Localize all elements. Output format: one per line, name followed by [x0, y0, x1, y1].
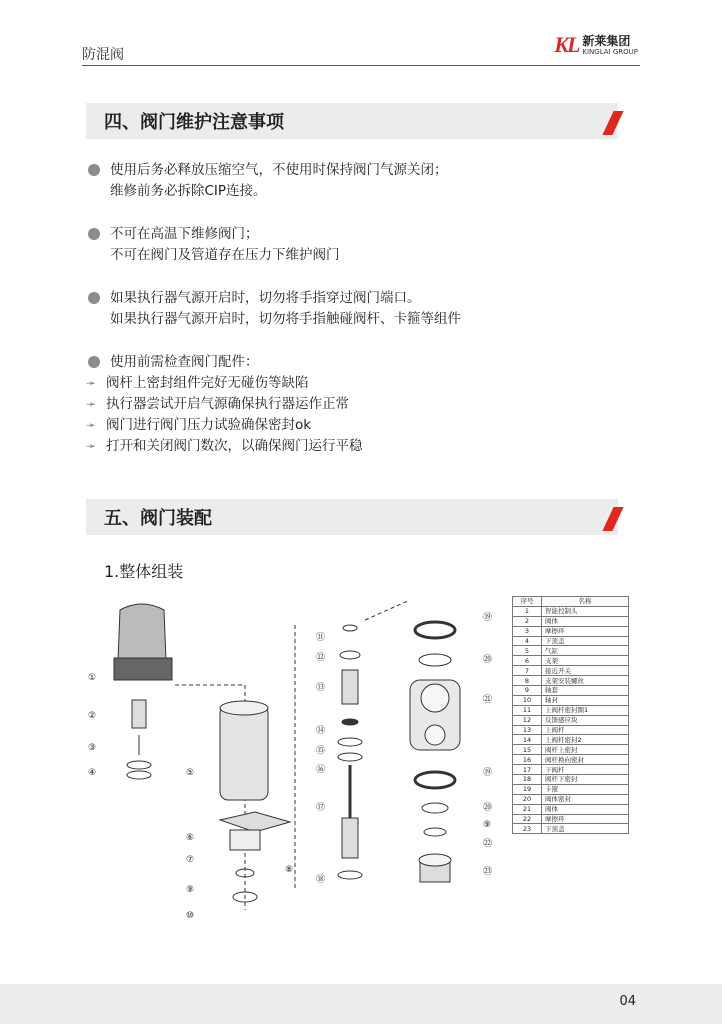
- part-name: 上阀杆密封圈1: [542, 705, 629, 715]
- check-item: [86, 415, 646, 436]
- note-line: 使用后务必释放压缩空气，不使用时保持阀门气源关闭；: [110, 162, 448, 178]
- table-row: [513, 775, 629, 785]
- part-name: 上阀杆: [542, 725, 629, 735]
- arrow-icon: ➛: [86, 418, 97, 432]
- part-number: 8: [513, 676, 542, 686]
- part-name: 阀杆下密封: [542, 775, 629, 785]
- note-line: 如果执行器气源开启时，切勿将手指触碰阀杆、卡箍等组件: [110, 311, 461, 327]
- table-row: [513, 646, 629, 656]
- table-row: [513, 676, 629, 686]
- table-row: [513, 755, 629, 765]
- table-row: [513, 616, 629, 626]
- callout-label: ㉓: [483, 867, 493, 877]
- part-name: 下顶盖: [542, 636, 629, 646]
- part-name: 轴套: [542, 686, 629, 696]
- table-row: [513, 666, 629, 676]
- part-number: 20: [513, 794, 542, 804]
- company-logo: [554, 32, 638, 58]
- parts-table: [512, 596, 629, 834]
- check-item: [86, 394, 646, 415]
- arrow-icon: ➛: [86, 439, 97, 453]
- callout-label: ⑭: [316, 726, 326, 736]
- exploded-assembly-diagram: [80, 590, 510, 935]
- part-name: 摩擦环: [542, 814, 629, 824]
- part-number: 15: [513, 745, 542, 755]
- part-number: 12: [513, 715, 542, 725]
- table-row: [513, 715, 629, 725]
- part-name: 气缸: [542, 646, 629, 656]
- part-number: 6: [513, 656, 542, 666]
- table-row: [513, 814, 629, 824]
- table-row: [513, 656, 629, 666]
- control-head-base-drawing: [114, 658, 172, 680]
- part-name: 阀体: [542, 804, 629, 814]
- note-item: [86, 288, 646, 330]
- part-name: 下顶盖: [542, 824, 629, 834]
- callout-label: ③: [88, 743, 97, 753]
- callout-label: ⑲: [483, 613, 493, 623]
- bracket-drawing: [220, 812, 290, 832]
- table-header-row: [513, 597, 629, 607]
- logo-mark: KL: [554, 32, 579, 57]
- table-row: [513, 725, 629, 735]
- part-number: 13: [513, 725, 542, 735]
- part-name: 反馈感应块: [542, 715, 629, 725]
- coupling-drawing: [132, 700, 146, 728]
- part-number: 18: [513, 775, 542, 785]
- check-item-text: 阀杆上密封组件完好无碰伤等缺陷: [106, 375, 309, 391]
- note-line: 不可在高温下维修阀门；: [110, 226, 259, 242]
- table-row: [513, 686, 629, 696]
- part-number: 11: [513, 705, 542, 715]
- part-name: 接近开关: [542, 666, 629, 676]
- part-number: 4: [513, 636, 542, 646]
- callout-label: ②: [88, 711, 97, 721]
- part-name: 上阀杆密封2: [542, 735, 629, 745]
- part-name: 智能控制头: [542, 606, 629, 616]
- callout-label: ㉑: [483, 695, 493, 705]
- callout-label: ⑨: [483, 820, 492, 830]
- page-number: 04: [619, 994, 636, 1009]
- callout-label: ⑨: [186, 885, 195, 895]
- callout-label: ⑪: [316, 633, 326, 643]
- part-number: 5: [513, 646, 542, 656]
- note-item: [86, 352, 646, 373]
- callout-label: ⑧: [285, 865, 294, 875]
- maintenance-notes: [86, 160, 646, 457]
- note-item: [86, 160, 646, 202]
- callout-label: ⑱: [316, 875, 326, 885]
- note-line: 维修前务必拆除CIP连接。: [110, 183, 267, 199]
- callout-label: ④: [88, 768, 97, 778]
- table-row: [513, 794, 629, 804]
- callout-label: ⑦: [186, 855, 195, 865]
- part-name: 阀体: [542, 616, 629, 626]
- table-row: [513, 735, 629, 745]
- part-name: 轴封: [542, 695, 629, 705]
- check-item-text: 阀门进行阀门压力试验确保密封ok: [106, 417, 312, 433]
- section-5-title: 五、阀门装配: [104, 508, 212, 529]
- section-5-header: [86, 499, 618, 535]
- part-name: 支架安装螺丝: [542, 676, 629, 686]
- part-name: 卡箍: [542, 784, 629, 794]
- assembly-subheading: 1.整体组装: [104, 562, 184, 581]
- control-head-drawing: [118, 604, 166, 660]
- footer-bar: [0, 984, 722, 1024]
- part-name: 阀体密封: [542, 794, 629, 804]
- oring-drawing: [127, 771, 151, 779]
- check-item-text: 执行器尝试开启气源确保执行器运作正常: [106, 396, 349, 412]
- part-name: 摩擦环: [542, 626, 629, 636]
- part-number: 22: [513, 814, 542, 824]
- part-number: 17: [513, 765, 542, 775]
- part-name: 支架: [542, 656, 629, 666]
- table-row: [513, 606, 629, 616]
- part-number: 19: [513, 784, 542, 794]
- logo-text: [582, 35, 638, 56]
- part-number: 1: [513, 606, 542, 616]
- check-item-text: 打开和关闭阀门数次，以确保阀门运行平稳: [106, 438, 363, 454]
- table-row: [513, 824, 629, 834]
- part-number: 21: [513, 804, 542, 814]
- callout-label: ⑫: [316, 653, 326, 663]
- part-number: 3: [513, 626, 542, 636]
- callout-label: ⑯: [316, 765, 326, 775]
- part-number: 14: [513, 735, 542, 745]
- callout-label: ①: [88, 673, 97, 683]
- table-row: [513, 804, 629, 814]
- bullet-icon: [88, 356, 100, 368]
- bullet-icon: [88, 292, 100, 304]
- part-number: 2: [513, 616, 542, 626]
- clamp-drawing: [415, 622, 455, 638]
- note-line: 使用前需检查阀门配件：: [110, 354, 259, 370]
- column-header-number: 序号: [513, 597, 542, 607]
- section-4-header: [86, 103, 618, 139]
- upper-stem-drawing: [342, 670, 358, 704]
- check-item: [86, 373, 646, 394]
- callout-label: ⑥: [186, 833, 195, 843]
- logo-english: KINGLAI GROUP: [582, 47, 638, 56]
- callout-label: ⑲: [483, 768, 493, 778]
- header-divider: [82, 65, 640, 66]
- part-name: 阀杆换向密封: [542, 755, 629, 765]
- note-item: [86, 224, 646, 266]
- table-row: [513, 745, 629, 755]
- part-name: 阀杆上密封: [542, 745, 629, 755]
- callout-label: ⑰: [316, 803, 326, 813]
- callout-label: ⑳: [483, 803, 493, 813]
- note-line: 如果执行器气源开启时，切勿将手指穿过阀门端口。: [110, 290, 421, 306]
- part-name: 下阀杆: [542, 765, 629, 775]
- oring-drawing: [127, 761, 151, 769]
- part-number: 23: [513, 824, 542, 834]
- arrow-icon: ➛: [86, 376, 97, 390]
- part-number: 9: [513, 686, 542, 696]
- section-4-title: 四、阀门维护注意事项: [104, 112, 284, 133]
- table-row: [513, 636, 629, 646]
- bullet-icon: [88, 164, 100, 176]
- table-row: [513, 705, 629, 715]
- callout-label: ⑳: [483, 655, 493, 665]
- check-item: [86, 436, 646, 457]
- note-line: 不可在阀门及管道存在压力下维护阀门: [110, 247, 340, 263]
- part-number: 10: [513, 695, 542, 705]
- callout-label: ⑬: [316, 683, 326, 693]
- table-row: [513, 695, 629, 705]
- callout-label: ⑩: [186, 911, 195, 921]
- bullet-icon: [88, 228, 100, 240]
- callout-label: ⑮: [316, 746, 326, 756]
- part-number: 16: [513, 755, 542, 765]
- logo-chinese: 新莱集团: [582, 33, 631, 48]
- callout-label: ⑤: [186, 768, 195, 778]
- arrow-icon: ➛: [86, 397, 97, 411]
- callout-label: ㉒: [483, 839, 493, 849]
- column-header-name: 名称: [542, 597, 629, 607]
- table-row: [513, 765, 629, 775]
- table-row: [513, 626, 629, 636]
- table-row: [513, 784, 629, 794]
- cylinder-drawing: [220, 705, 268, 800]
- document-title: 防混阀: [82, 47, 124, 63]
- part-number: 7: [513, 666, 542, 676]
